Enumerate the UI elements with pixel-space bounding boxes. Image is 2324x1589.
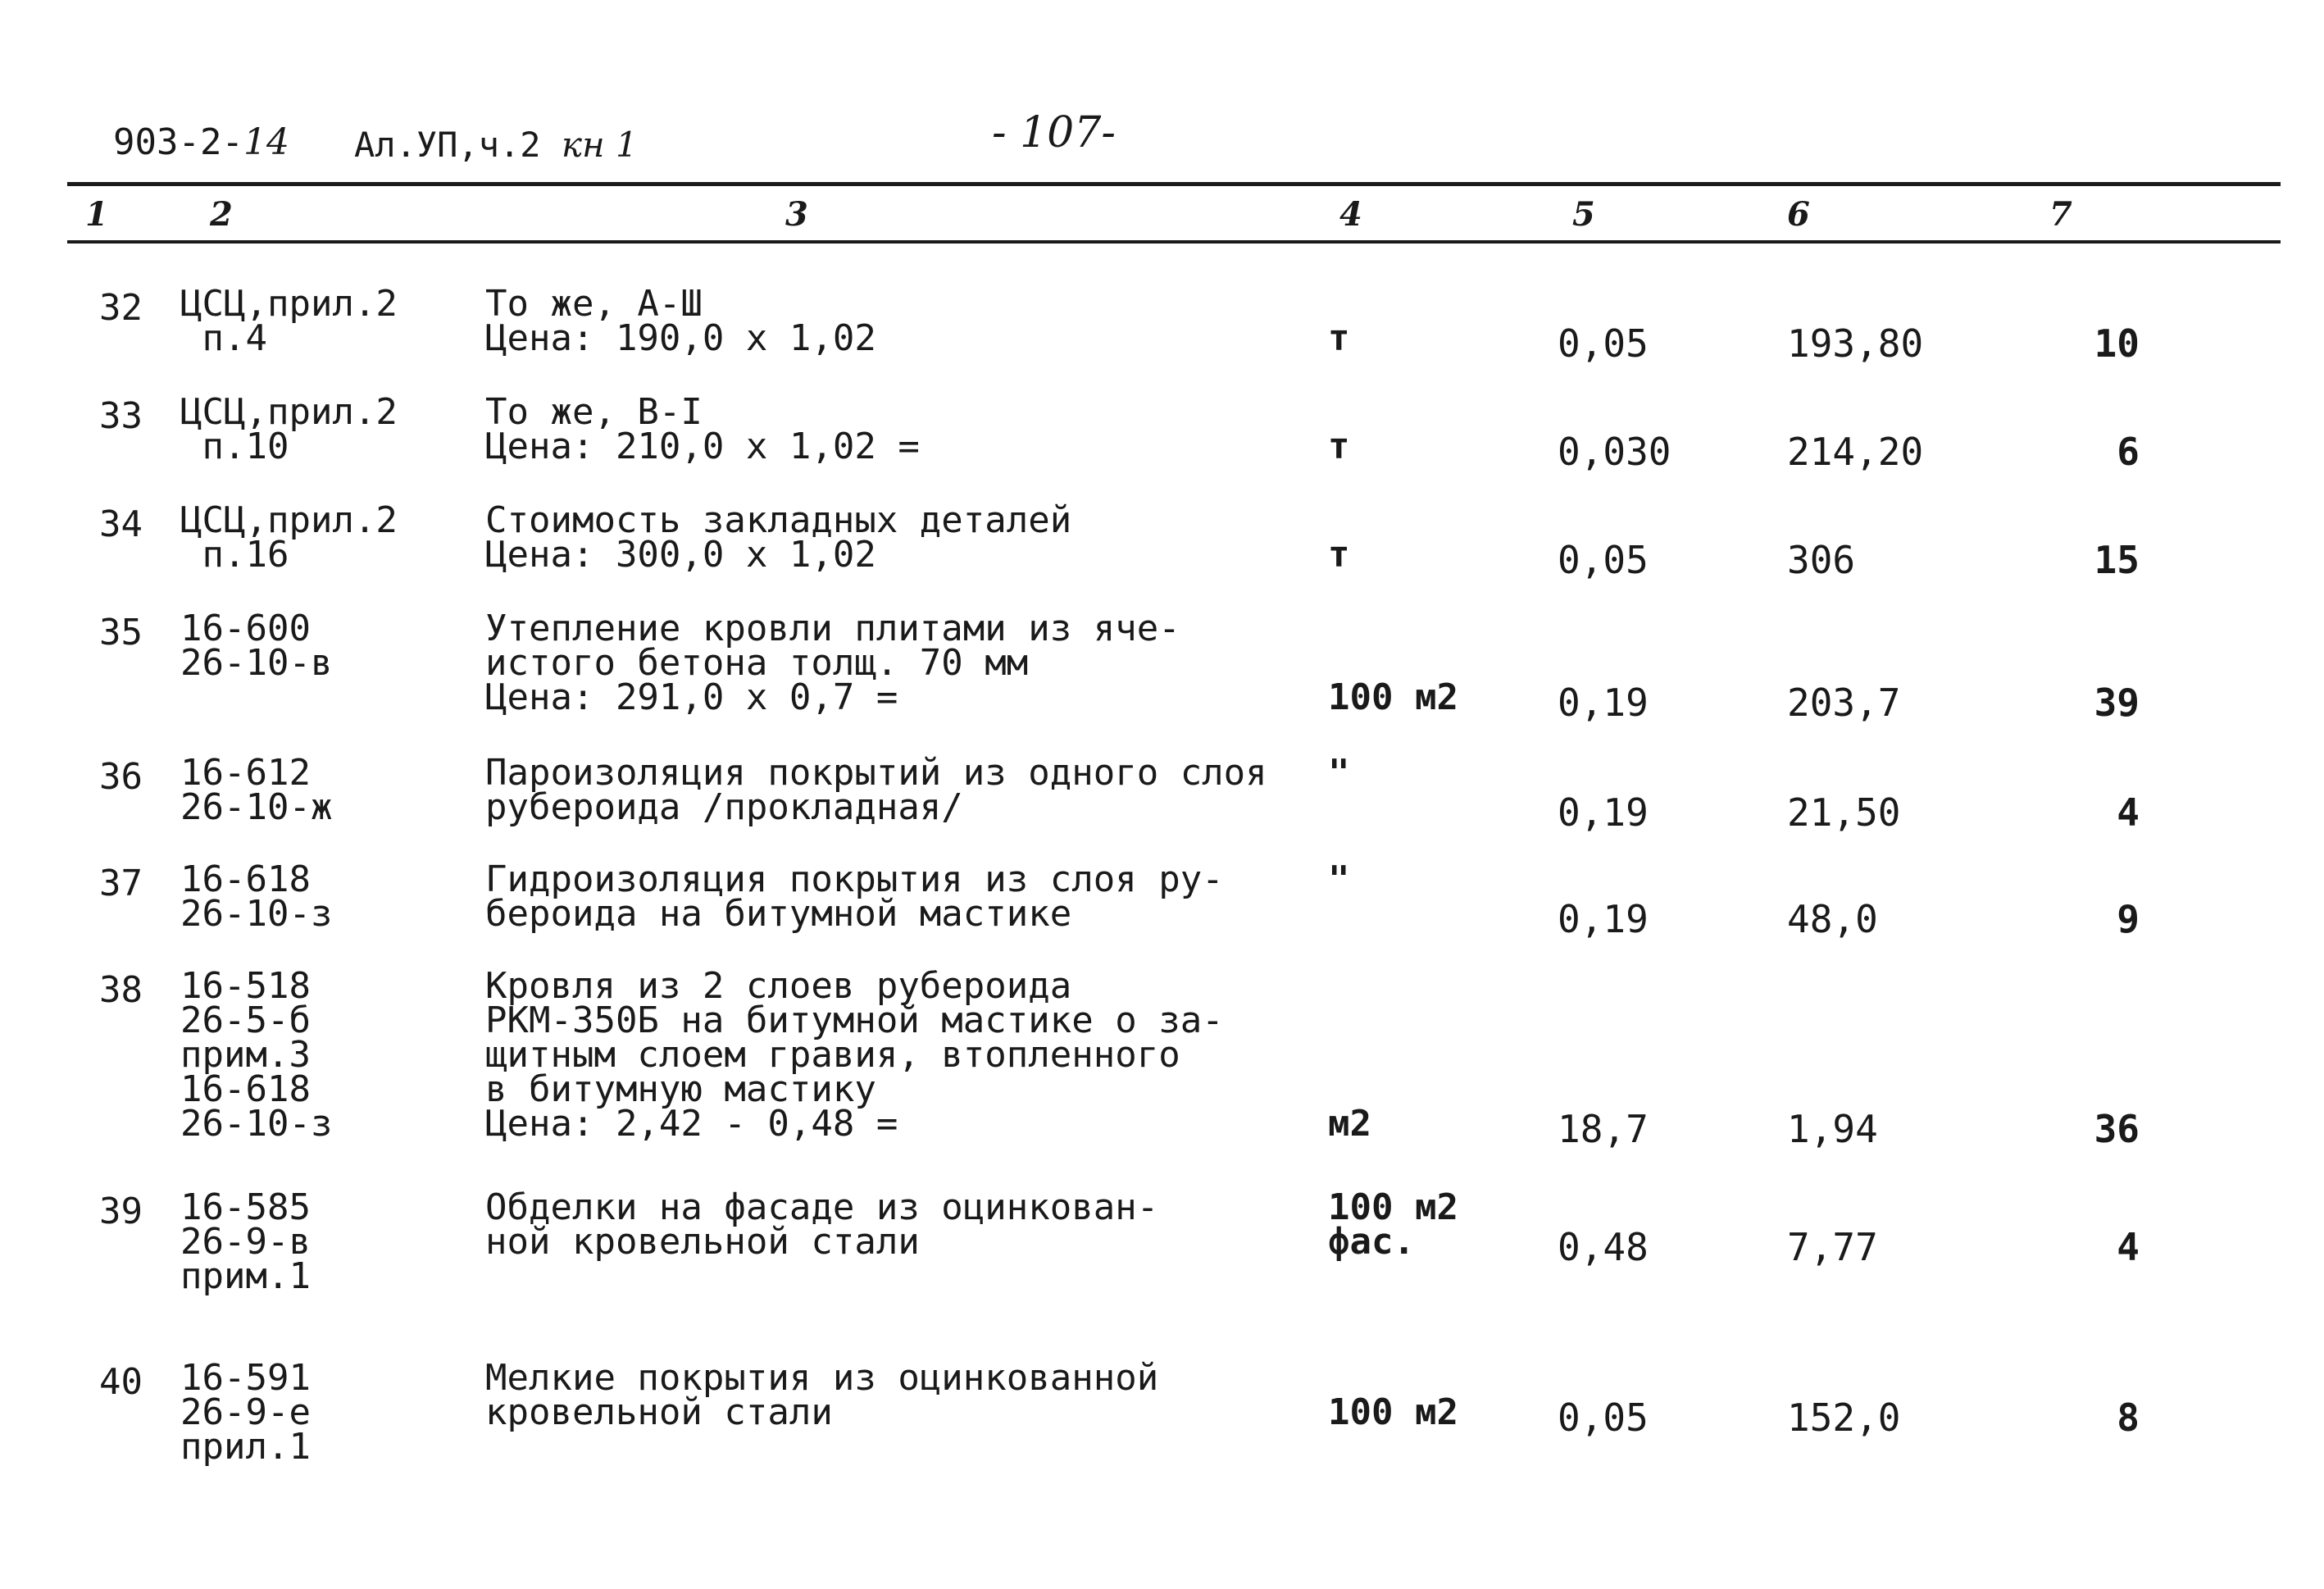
row-unit-price: 203,7 [1787, 681, 1901, 725]
row-unit-price: 21,50 [1787, 790, 1901, 835]
reference-line: 26-10-з [180, 1103, 333, 1145]
table-header-top-rule [67, 182, 2281, 186]
description-line: Кровля из 2 слоев рубероида [485, 965, 1072, 1007]
description-line: кровельной стали [485, 1391, 833, 1433]
reference-line: п.16 [180, 534, 289, 576]
row-unit-price: 48,0 [1787, 897, 1878, 941]
row-number: 34 [99, 503, 143, 545]
description-line: Обделки на фасаде из оцинкован- [485, 1186, 1159, 1228]
reference-line: 16-612 [180, 752, 311, 794]
table-header-bottom-rule [67, 240, 2281, 244]
reference-line: 16-618 [180, 858, 311, 900]
row-quantity: 0,05 [1558, 321, 1649, 366]
row-number: 39 [99, 1191, 143, 1232]
row-description [485, 499, 1072, 576]
column-number-1: 1 [85, 195, 108, 234]
row-unit-price: 306 [1787, 538, 1856, 582]
row-description [485, 608, 1180, 718]
row-description [485, 858, 1224, 935]
row-reference [180, 391, 398, 467]
description-line: рубероида /прокладная/ [485, 786, 963, 828]
row-reference [180, 283, 398, 359]
row-description [485, 1186, 1159, 1263]
description-line: Цена: 210,0 х 1,02 = [485, 426, 920, 467]
row-description [485, 965, 1224, 1145]
row-quantity: 0,19 [1558, 681, 1649, 725]
reference-line: 26-10-з [180, 893, 333, 935]
reference-line: п.4 [180, 317, 267, 359]
row-quantity: 0,030 [1558, 430, 1671, 474]
row-quantity: 0,19 [1558, 790, 1649, 835]
column-number-7: 7 [2049, 195, 2072, 234]
row-unit-price: 193,80 [1787, 321, 1924, 366]
row-unit [1328, 426, 1508, 467]
row-reference [180, 1186, 311, 1297]
row-number: 35 [99, 612, 143, 653]
unit-line: 100 м2 [1328, 1391, 1458, 1433]
reference-line: 26-9-в [180, 1221, 311, 1263]
unit-line: т [1328, 317, 1350, 359]
description-line: Цена: 291,0 х 0,7 = [485, 676, 898, 718]
description-line: Пароизоляция покрытий из одного слоя [485, 752, 1267, 794]
reference-line: 16-600 [180, 608, 311, 649]
description-line: Стоимость закладных деталей [485, 499, 1072, 541]
row-reference [180, 608, 333, 684]
row-reference [180, 858, 333, 935]
reference-line: 16-618 [180, 1068, 311, 1110]
row-description [485, 1357, 1159, 1433]
description-line: То же, А-Ш [485, 283, 703, 325]
description-line: Мелкие покрытия из оцинкованной [485, 1357, 1159, 1399]
description-line: Цена: 300,0 х 1,02 [485, 534, 876, 576]
reference-line: 16-518 [180, 965, 311, 1007]
unit-line: м2 [1328, 1103, 1371, 1145]
column-number-5: 5 [1572, 195, 1595, 234]
reference-line: прим.1 [180, 1255, 311, 1297]
column-number-6: 6 [1787, 195, 1810, 234]
row-unit-price: 152,0 [1787, 1395, 1901, 1440]
row-total: 6 [2117, 430, 2140, 474]
row-total: 4 [2117, 1225, 2140, 1269]
row-unit-price: 7,77 [1787, 1225, 1878, 1269]
reference-line: 16-591 [180, 1357, 311, 1399]
row-unit [1328, 1391, 1508, 1433]
row-total: 9 [2117, 897, 2140, 941]
row-description [485, 283, 876, 359]
row-number: 38 [99, 969, 143, 1011]
description-line: Цена: 2,42 - 0,48 = [485, 1103, 898, 1145]
row-reference [180, 965, 333, 1145]
unit-line: " [1328, 752, 1350, 794]
reference-line: прил.1 [180, 1426, 311, 1468]
row-number: 32 [99, 287, 143, 329]
description-line: Утепление кровли плитами из яче- [485, 608, 1180, 649]
album-reference-handwritten: кн 1 [561, 125, 638, 165]
reference-line: ЦСЦ,прил.2 [180, 283, 398, 325]
column-number-3: 3 [785, 195, 808, 234]
reference-line: ЦСЦ,прил.2 [180, 499, 398, 541]
row-unit [1328, 858, 1508, 900]
document-code-handwritten: 14 [243, 121, 289, 163]
row-quantity: 0,19 [1558, 897, 1649, 941]
column-number-4: 4 [1339, 195, 1362, 234]
row-reference [180, 1357, 311, 1468]
album-reference [354, 125, 638, 165]
description-line: Цена: 190,0 х 1,02 [485, 317, 876, 359]
row-description [485, 752, 1267, 828]
unit-line: 100 м2 [1328, 1186, 1458, 1228]
row-quantity: 0,05 [1558, 1395, 1649, 1440]
row-unit-price: 1,94 [1787, 1107, 1878, 1151]
reference-line: 16-585 [180, 1186, 311, 1228]
reference-line: прим.3 [180, 1034, 311, 1076]
page-number: - 107- [992, 108, 1116, 157]
row-total: 39 [2094, 681, 2140, 725]
row-quantity: 0,48 [1558, 1225, 1649, 1269]
row-total: 8 [2117, 1395, 2140, 1440]
description-line: ной кровельной стали [485, 1221, 920, 1263]
row-total: 10 [2094, 321, 2140, 366]
description-line: То же, В-I [485, 391, 703, 433]
row-unit [1328, 1186, 1508, 1263]
row-number: 33 [99, 395, 143, 437]
document-code [113, 121, 289, 163]
reference-line: п.10 [180, 426, 289, 467]
row-unit [1328, 1103, 1508, 1145]
description-line: Гидроизоляция покрытия из слоя ру- [485, 858, 1224, 900]
reference-line: ЦСЦ,прил.2 [180, 391, 398, 433]
row-quantity: 18,7 [1558, 1107, 1649, 1151]
document-code-printed: 903-2- [113, 121, 243, 163]
row-number: 36 [99, 756, 143, 798]
row-reference [180, 499, 398, 576]
reference-line: 26-9-е [180, 1391, 311, 1433]
row-total: 4 [2117, 790, 2140, 835]
unit-line: т [1328, 534, 1350, 576]
row-unit [1328, 534, 1508, 576]
row-description [485, 391, 920, 467]
row-quantity: 0,05 [1558, 538, 1649, 582]
row-total: 36 [2094, 1107, 2140, 1151]
reference-line: 26-5-б [180, 999, 311, 1041]
description-line: РКМ-350Б на битумной мастике о за- [485, 999, 1224, 1041]
column-number-2: 2 [210, 195, 233, 234]
description-line: бероида на битумной мастике [485, 893, 1072, 935]
row-unit [1328, 317, 1508, 359]
row-reference [180, 752, 333, 828]
album-reference-printed: Ал.УП,ч.2 [354, 125, 541, 165]
unit-line: " [1328, 858, 1350, 900]
row-number: 40 [99, 1361, 143, 1403]
description-line: щитным слоем гравия, втопленного [485, 1034, 1180, 1076]
row-unit-price: 214,20 [1787, 430, 1924, 474]
reference-line: 26-10-в [180, 642, 333, 684]
unit-line: т [1328, 426, 1350, 467]
unit-line: фас. [1328, 1221, 1415, 1263]
reference-line: 26-10-ж [180, 786, 333, 828]
row-unit [1328, 676, 1508, 718]
row-number: 37 [99, 863, 143, 904]
row-unit [1328, 752, 1508, 794]
description-line: истого бетона толщ. 70 мм [485, 642, 1029, 684]
description-line: в битумную мастику [485, 1068, 876, 1110]
unit-line: 100 м2 [1328, 676, 1458, 718]
row-total: 15 [2094, 538, 2140, 582]
